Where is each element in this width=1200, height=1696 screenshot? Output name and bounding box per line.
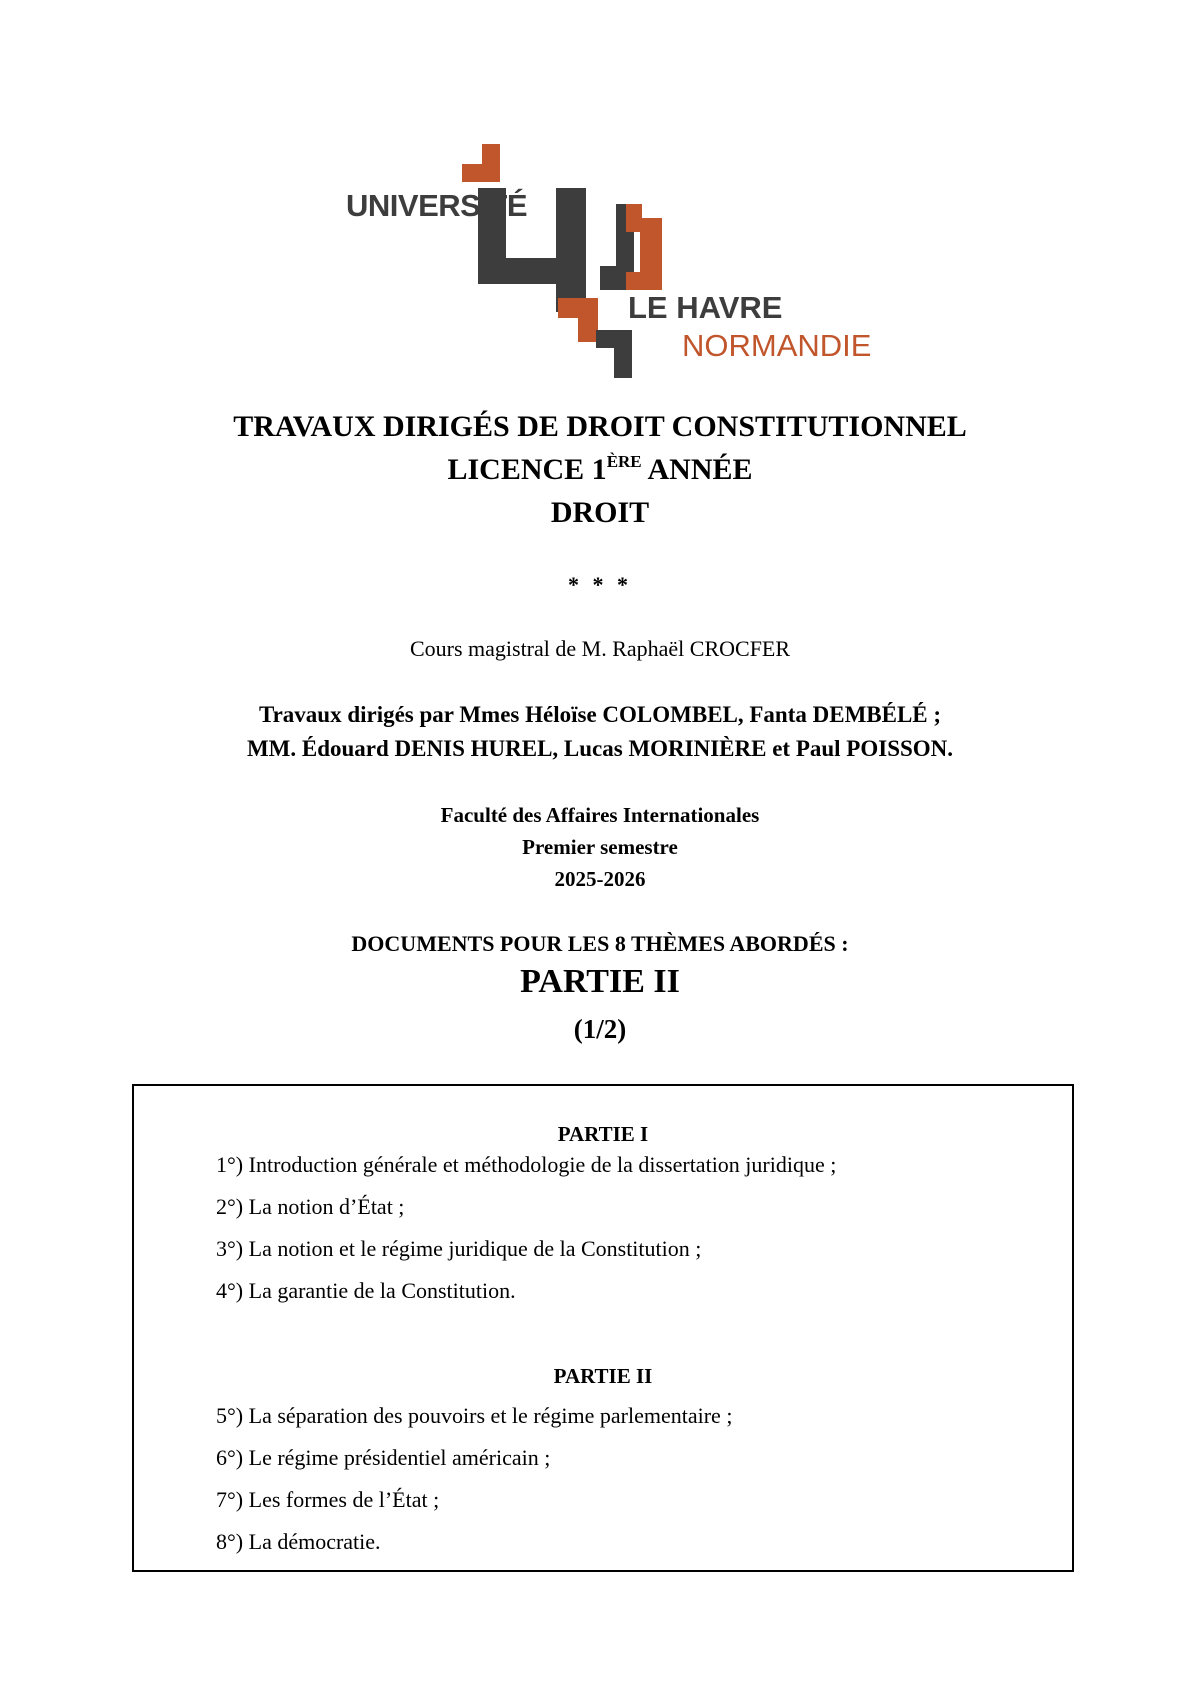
part-title: PARTIE II xyxy=(520,963,680,1000)
toc-item: 2°) La notion d’État ; xyxy=(216,1194,405,1219)
toc-item: 7°) Les formes de l’État ; xyxy=(216,1487,440,1512)
documents-heading: DOCUMENTS POUR LES 8 THÈMES ABORDÉS : xyxy=(351,931,849,956)
academic-year: 2025-2026 xyxy=(554,867,646,891)
part-fraction: (1/2) xyxy=(573,1014,627,1044)
logo-shape xyxy=(578,298,598,342)
university-logo xyxy=(330,130,890,380)
themes-box xyxy=(132,1084,1074,1572)
td-line-1: Travaux dirigés par Mmes Héloïse COLOMBEL, Fanta DEMBÉLÉ ; xyxy=(258,702,942,727)
toc-item: 4°) La garantie de la Constitution. xyxy=(216,1278,516,1303)
logo-shape xyxy=(556,188,586,312)
toc-item: 3°) La notion et le régime juridique de la Constitution ; xyxy=(216,1236,702,1261)
title-line-1: TRAVAUX DIRIGÉS DE DROIT CONSTITUTIONNEL xyxy=(233,410,967,443)
semester: Premier semestre xyxy=(522,835,678,859)
title-line-2-suffix: ANNÉE xyxy=(641,453,753,486)
logo-word-normandie: NORMANDIE xyxy=(682,328,872,363)
title-line-2-prefix: LICENCE 1 xyxy=(447,453,607,486)
toc-item: 1°) Introduction générale et méthodologie de la dissertation juridique ; xyxy=(216,1152,837,1177)
logo-shape xyxy=(626,272,662,290)
logo-shape xyxy=(462,164,500,182)
logo-shape xyxy=(626,204,642,232)
title-line-3: DROIT xyxy=(550,496,650,529)
logo-shape xyxy=(614,330,632,378)
toc-part-2-title: PARTIE II xyxy=(553,1364,653,1388)
lecturer-line: Cours magistral de M. Raphaël CROCFER xyxy=(409,636,791,661)
faculty-name: Faculté des Affaires Internationales xyxy=(440,803,760,827)
title-line-2 xyxy=(0,453,1200,487)
toc-item: 6°) Le régime présidentiel américain ; xyxy=(216,1445,551,1470)
separator: * * * xyxy=(568,572,632,597)
logo-word-universite: UNIVERSITÉ xyxy=(346,188,528,223)
td-line-2: MM. Édouard DENIS HUREL, Lucas MORINIÈRE et Paul POISSON. xyxy=(246,736,954,761)
toc-item: 8°) La démocratie. xyxy=(216,1529,381,1554)
toc-part-1-title: PARTIE I xyxy=(557,1122,649,1146)
logo-word-le-havre: LE HAVRE xyxy=(628,290,783,325)
title-line-2-sup: ÈRE xyxy=(606,452,642,471)
toc-item: 5°) La séparation des pouvoirs et le régime parlementaire ; xyxy=(216,1403,733,1428)
